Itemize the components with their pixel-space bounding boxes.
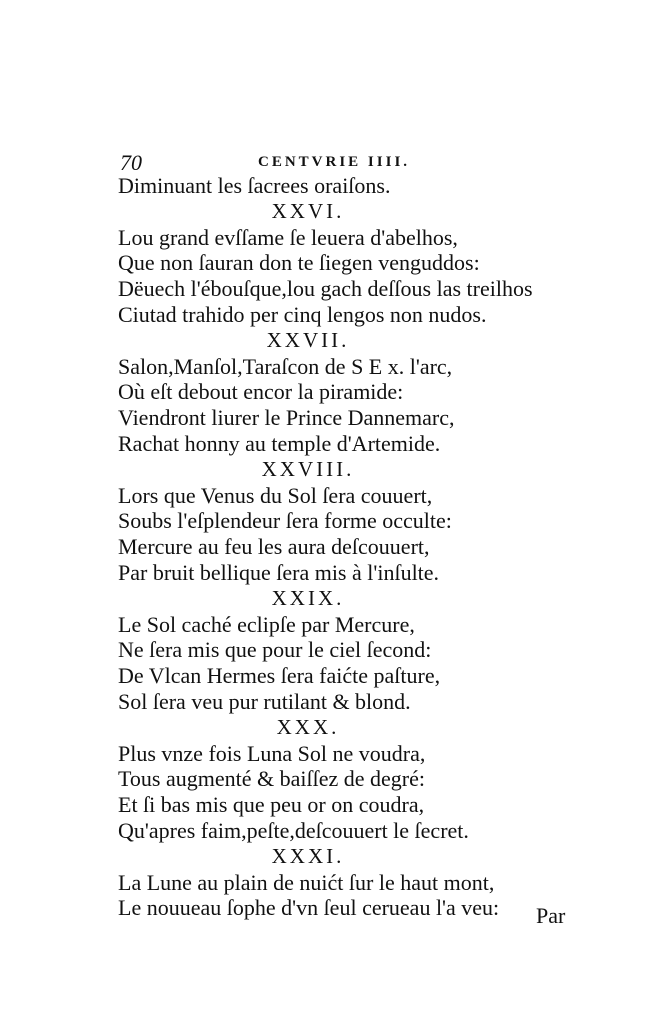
running-head [120, 150, 480, 174]
quatrain-number: XXIX. [271, 585, 345, 610]
quatrain-number: XXX. [276, 714, 340, 739]
quatrain-number: XXVI. [271, 198, 345, 223]
running-title: CENTVRIE IIII. [258, 154, 411, 170]
verse-line: Sol ſera veu pur rutilant & blond. [118, 688, 411, 714]
verse-line: Ne ſera mis que pour le ciel ſecond: [118, 637, 432, 663]
verse-line: Ciutad trahido per cinq lengos non nudos. [118, 301, 487, 327]
verse-line: Le nouueau ſophe d'vn ſeul cerueau l'a veu: [118, 895, 500, 921]
verse-line: Qu'apres faim,peſte,deſcouuert le ſecret. [118, 817, 469, 843]
catchword: Par [536, 903, 566, 928]
verse-line: Rachat honny au temple d'Artemide. [118, 430, 441, 456]
verse-line: Et ſi bas mis que peu or on coudra, [118, 792, 425, 818]
verse-line: Tous augmenté & baiſſez de degré: [118, 766, 425, 792]
verse-line: Viendront liurer le Prince Dannemarc, [118, 405, 455, 431]
quatrain-number: XXVII. [266, 327, 350, 352]
quatrain-number: XXXI. [271, 843, 345, 868]
verse-line: Plus vnze fois Luna Sol ne voudra, [118, 740, 426, 766]
verse-line: De Vlcan Hermes ſera faićte paſture, [118, 663, 441, 689]
verse-text-block [118, 173, 598, 921]
quatrain-number: XXVIII. [261, 456, 355, 481]
page-number: 70 [120, 150, 142, 175]
verse-line: Dëuech l'ébouſque,lou gach deſſous las treilhos [118, 276, 533, 302]
verse-line: Lors que Venus du Sol ſera couuert, [118, 482, 433, 508]
verse-line: Mercure au feu les aura deſcouuert, [118, 534, 430, 560]
verse-line: Soubs l'eſplendeur ſera forme occulte: [118, 508, 452, 534]
verse-line: Salon,Manſol,Taraſcon de S E x. l'arc, [118, 353, 453, 379]
verse-line: Lou grand evſſame ſe leuera d'abelhos, [118, 224, 458, 250]
verse-line: Où eſt debout encor la piramide: [118, 379, 404, 405]
verse-line: Par bruit bellique ſera mis à l'inſulte. [118, 559, 440, 585]
verse-line: Que non ſauran don te ſiegen venguddos: [118, 250, 480, 276]
verse-line: Le Sol caché eclipſe par Mercure, [118, 611, 415, 637]
verse-line: Diminuant les ſacrees oraiſons. [118, 173, 391, 198]
verse-line: La Lune au plain de nuićt ſur le haut mont, [118, 869, 495, 895]
